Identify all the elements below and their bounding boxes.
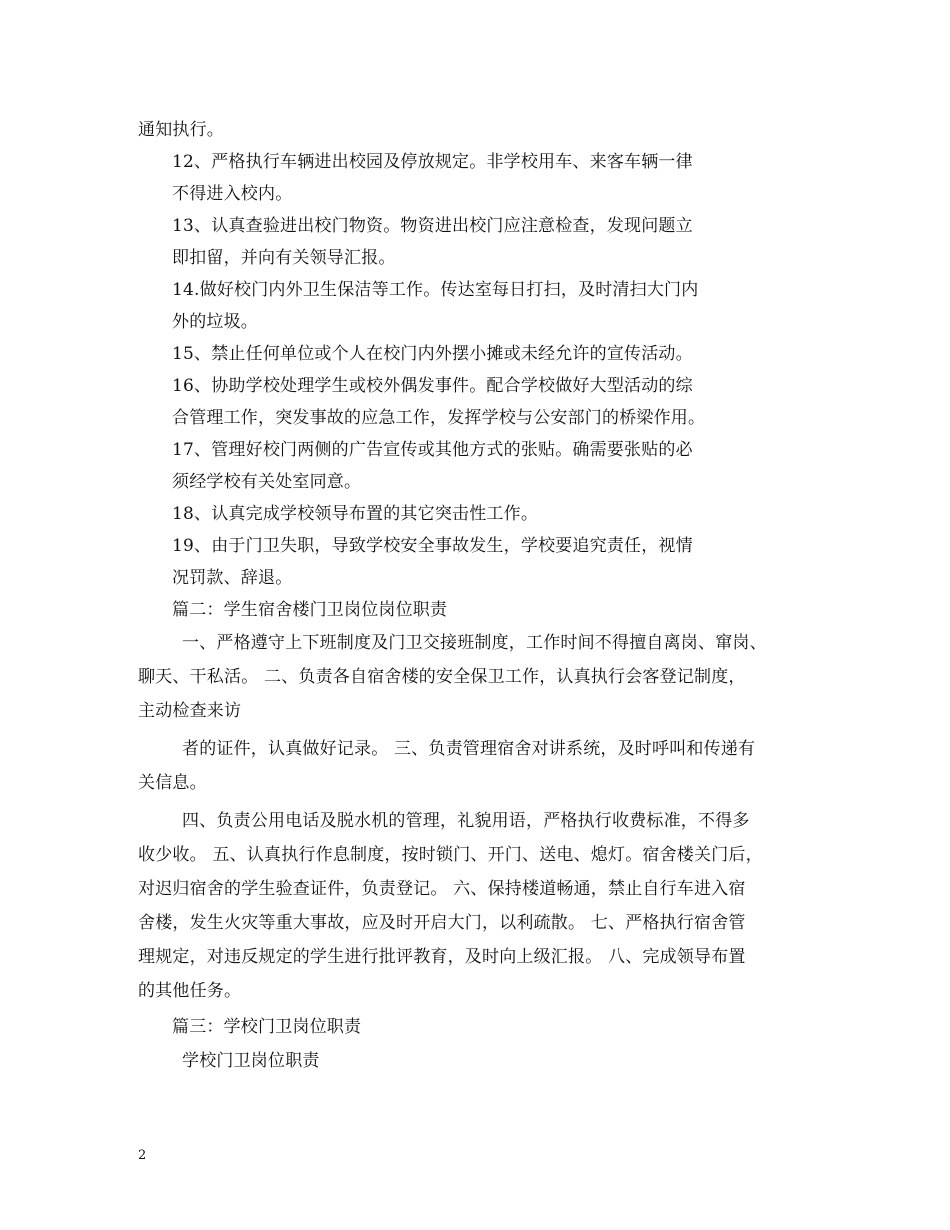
text-line: 14.做好校门内外卫生保洁等工作。传达室每日打扫，及时清扫大门内 bbox=[172, 280, 699, 300]
text-line: 的其他任务。 bbox=[138, 981, 242, 1001]
text-line: 收少收。 五、认真执行作息制度，按时锁门、开门、送电、熄灯。宿舍楼关门后， bbox=[138, 845, 763, 865]
text-line: 13、认真查验进出校门物资。物资进出校门应注意检查，发现问题立 bbox=[172, 216, 693, 236]
text-line: 对迟归宿舍的学生验查证件，负责登记。 六、保持楼道畅通，禁止自行车进入宿 bbox=[138, 879, 746, 899]
text-line: 17、管理好校门两侧的广告宣传或其他方式的张贴。确需要张贴的必 bbox=[172, 440, 693, 460]
text-line: 18、认真完成学校领导布置的其它突击性工作。 bbox=[172, 504, 539, 524]
section-heading: 篇三：学校门卫岗位职责 bbox=[172, 1017, 362, 1037]
text-line: 16、协助学校处理学生或校外偶发事件。配合学校做好大型活动的综 bbox=[172, 376, 693, 396]
text-line: 者的证件，认真做好记录。 三、负责管理宿舍对讲系统，及时呼叫和传递有 bbox=[182, 739, 756, 759]
page-number: 2 bbox=[138, 1148, 147, 1163]
text-line: 一、严格遵守上下班制度及门卫交接班制度，工作时间不得擅自离岗、窜岗、 bbox=[182, 633, 767, 653]
section-heading: 篇二：学生宿舍楼门卫岗位岗位职责 bbox=[172, 600, 448, 620]
text-line: 关信息。 bbox=[138, 773, 207, 793]
text-line: 况罚款、辞退。 bbox=[172, 568, 293, 588]
text-line: 不得进入校内。 bbox=[172, 184, 293, 204]
text-line: 四、负责公用电话及脱水机的管理，礼貌用语，严格执行收费标准，不得多 bbox=[182, 811, 750, 831]
text-line: 舍楼，发生火灾等重大事故，应及时开启大门，以利疏散。 七、严格执行宿舍管 bbox=[138, 913, 746, 933]
text-line: 即扣留，并向有关领导汇报。 bbox=[172, 248, 396, 268]
text-line: 学校门卫岗位职责 bbox=[182, 1051, 320, 1071]
text-line: 合管理工作，突发事故的应急工作，发挥学校与公安部门的桥梁作用。 bbox=[172, 408, 706, 428]
text-line: 12、严格执行车辆进出校园及停放规定。非学校用车、来客车辆一律 bbox=[172, 152, 693, 172]
text-line: 外的垃圾。 bbox=[172, 312, 258, 332]
text-line: 19、由于门卫失职，导致学校安全事故发生，学校要追究责任，视情 bbox=[172, 536, 693, 556]
text-line: 聊天、干私活。 二、负责各自宿舍楼的安全保卫工作，认真执行会客登记制度， bbox=[138, 667, 746, 687]
text-line: 主动检查来访 bbox=[138, 701, 242, 721]
text-line: 理规定，对违反规定的学生进行批评教育，及时向上级汇报。 八、完成领导布置 bbox=[138, 947, 746, 967]
text-line: 通知执行。 bbox=[138, 120, 224, 140]
text-line: 须经学校有关处室同意。 bbox=[172, 472, 362, 492]
text-line: 15、禁止任何单位或个人在校门内外摆小摊或未经允许的宣传活动。 bbox=[172, 344, 693, 364]
